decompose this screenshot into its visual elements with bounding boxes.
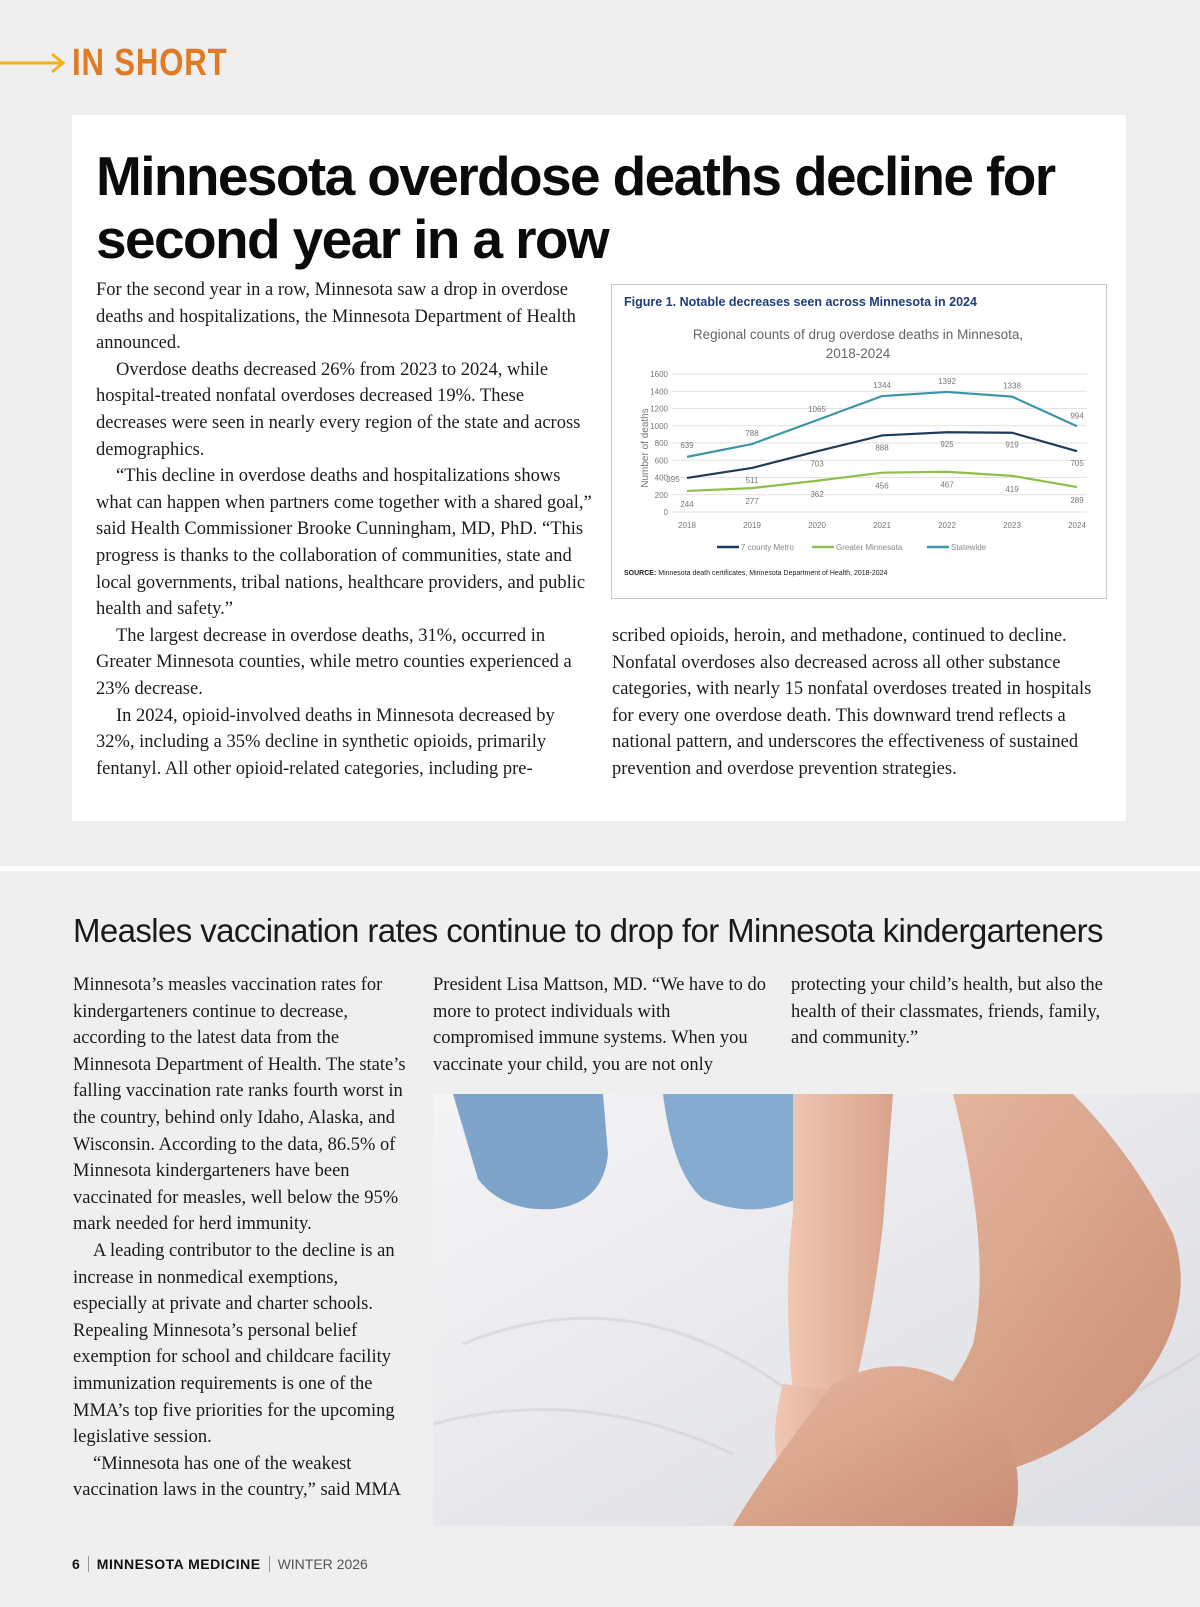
data-label: 456: [875, 481, 889, 491]
measles-headline: Measles vaccination rates continue to drop for Minnesota kindergarteners: [73, 912, 1103, 949]
arrow-right-icon: [0, 48, 70, 78]
figure-caption: Figure 1. Notable decreases seen across Minnesota in 2024: [624, 295, 977, 309]
y-tick-label: 0: [663, 508, 668, 517]
data-label: 1338: [1003, 381, 1021, 391]
paragraph: In 2024, opioid-involved deaths in Minnesota decreased by 32%, including a 35% decline in synthetic opioids, primarily fentanyl. All other opioid-related categories, including pre-: [96, 705, 555, 779]
x-tick-label: 2023: [1003, 521, 1021, 530]
y-tick-label: 1200: [650, 404, 668, 414]
y-tick-label: 1000: [650, 421, 668, 431]
y-tick-label: 200: [654, 490, 668, 500]
data-label: 511: [745, 475, 759, 485]
data-label: 362: [810, 489, 824, 499]
x-tick-label: 2021: [873, 521, 891, 530]
figure-source: [624, 570, 888, 577]
data-label: 888: [875, 443, 889, 453]
data-label: 419: [1005, 484, 1019, 494]
paragraph: President Lisa Mattson, MD. “We have to do more to protect individuals with compromised immune systems. When you vaccinate your child, you are not only: [433, 975, 766, 1075]
paragraph: The largest decrease in overdose deaths, 31%, occurred in Greater Minnesota counties, while metro counties experienced a 23% decrease.: [96, 625, 572, 699]
chart-title: Regional counts of drug overdose deaths in Minnesota,: [692, 327, 1024, 342]
article-column-1: [96, 277, 596, 782]
x-tick-label: 2024: [1068, 521, 1086, 530]
paragraph: scribed opioids, heroin, and methadone, continued to decline. Nonfatal overdoses also decreased across all other substance categories, with nearly 15 nonfatal overdoses treated in hospitals for every one overdose death. This downward trend reflects a national pattern, and underscores the effectiveness of sustained prevention and overdose prevention strategies.: [612, 626, 1092, 779]
x-tick-label: 2019: [743, 521, 761, 530]
page-footer: [72, 1553, 368, 1575]
data-label: 1065: [808, 405, 826, 415]
data-label: 994: [1070, 411, 1084, 421]
issue-name: WINTER 2026: [277, 1556, 368, 1572]
paragraph: For the second year in a row, Minnesota saw a drop in overdose deaths and hospitalizations, the Minnesota Department of Health announced.: [96, 280, 576, 354]
section-divider: [0, 866, 1200, 871]
headline-line-2: second year in a row: [96, 208, 609, 270]
paragraph: “This decline in overdose deaths and hospitalizations shows what can happen when partners come together with a shared goal,” said Health Commissioner Brooke Cunningham, MD, PhD. “This progress is thanks to the collaboration of communities, state and local governments, tribal nations, healthcare providers, and public health and safety.”: [96, 466, 592, 620]
figure-1: [611, 284, 1107, 599]
y-tick-label: 400: [654, 473, 668, 483]
page-number: 6: [72, 1556, 80, 1572]
overdose-article-card: [72, 115, 1126, 821]
data-label: 289: [1070, 496, 1084, 506]
y-axis-label: Number of deaths: [640, 408, 651, 488]
y-tick-label: 1400: [650, 387, 668, 397]
paragraph: A leading contributor to the decline is an increase in nonmedical exemptions, especially at private and charter schools. Repealing Minnesota’s personal belief exemption for school and childcare facility immunization requirements is one of the MMA’s top five priorities for the upcoming legislative session.: [73, 1240, 395, 1448]
legend-label: Greater Minnesota: [836, 543, 903, 552]
section-label: [0, 38, 262, 88]
paragraph: “Minnesota has one of the weakest vaccination laws in the country,” said MMA: [73, 1453, 402, 1501]
chart-subtitle: 2018-2024: [825, 346, 891, 361]
data-label: 395: [666, 474, 680, 484]
data-label: 703: [810, 459, 824, 469]
measles-column-1: [73, 972, 408, 1504]
overdose-line-chart: [612, 285, 1106, 598]
section-title: IN SHORT: [72, 41, 228, 84]
footer-separator: [88, 1556, 89, 1572]
headline-line-1: Minnesota overdose deaths decline for: [96, 145, 1055, 207]
paragraph: protecting your child’s health, but also the health of their classmates, friends, family, and community.”: [791, 975, 1103, 1049]
legend-label: Statewide: [951, 543, 987, 552]
data-label: 919: [1005, 440, 1019, 450]
legend-label: 7 county Metro: [741, 543, 794, 552]
data-label: 1392: [938, 376, 956, 386]
source-text: Minnesota death certificates, Minnesota Department of Health, 2018-2024: [658, 570, 888, 577]
hands-photo: [433, 1094, 1200, 1526]
article-column-2: [612, 623, 1102, 783]
measles-column-3: [791, 972, 1126, 1052]
data-label: 925: [940, 440, 954, 450]
source-label: SOURCE:: [624, 570, 657, 577]
data-label: 244: [680, 499, 694, 509]
x-tick-label: 2018: [678, 521, 696, 530]
data-label: 639: [680, 440, 694, 450]
y-tick-label: 1600: [650, 370, 668, 379]
footer-separator: [269, 1556, 270, 1572]
data-label: 277: [745, 497, 759, 507]
y-tick-label: 800: [654, 439, 668, 448]
data-label: 705: [1070, 459, 1084, 469]
y-tick-label: 600: [654, 456, 668, 466]
y-axis-ticks: [650, 370, 668, 517]
magazine-name: MINNESOTA MEDICINE: [96, 1556, 261, 1572]
article-headline: [96, 145, 1096, 271]
paragraph: Overdose deaths decreased 26% from 2023 to 2024, while hospital-treated nonfatal overdoses decreased 19%. These decreases were seen in nearly every region of the state and across demographics.: [96, 359, 581, 460]
data-label: 788: [745, 429, 759, 439]
chart-legend: [717, 543, 987, 552]
data-label: 1344: [873, 381, 891, 391]
data-label: 467: [940, 480, 954, 490]
x-axis-ticks: [678, 521, 1086, 530]
x-tick-label: 2020: [808, 521, 826, 530]
paragraph: Minnesota’s measles vaccination rates for kindergarteners continue to decrease, according to the latest data from the Minnesota Department of Health. The state’s falling vaccination rate ranks fourth worst in the country, behind only Idaho, Alaska, and Wisconsin. According to the data, 86.5% of Minnesota kindergarteners have been vaccinated for measles, well below the 95% mark needed for herd immunity.: [73, 975, 406, 1235]
series-line-7-county-metro: [687, 432, 1077, 478]
measles-column-2: [433, 972, 773, 1078]
x-tick-label: 2022: [938, 521, 956, 530]
